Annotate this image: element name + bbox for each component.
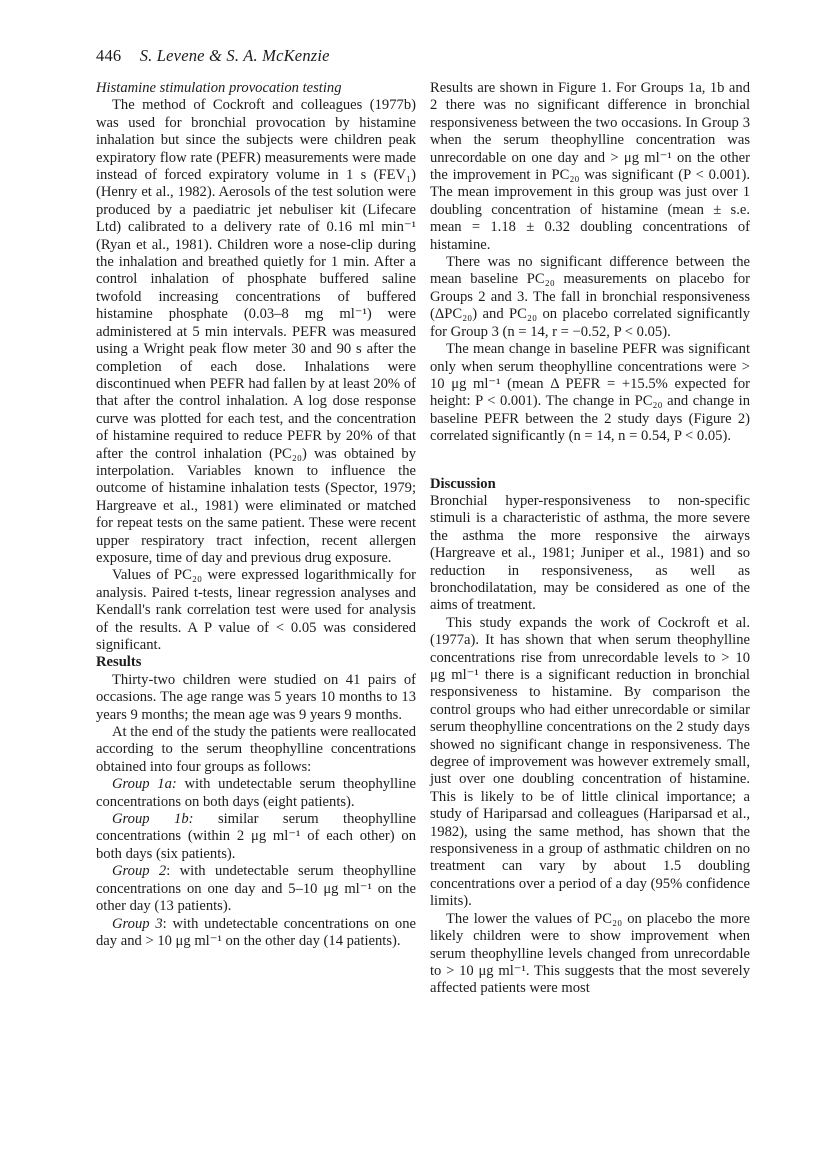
left-column (96, 80, 416, 950)
right-column (430, 80, 750, 998)
group-text: with undetectable serum theophylline concentrations on both days (eight patients). (96, 776, 416, 810)
page-number: 446 (96, 46, 122, 65)
results-paragraph-1: Thirty-two children were studied on 41 pairs of occasions. The age range was 5 years 10 months to 13 years 9 months; the mean age was 9 years 9 months. (96, 671, 416, 723)
group-text: : with undetectable concentrations on one day and > 10 μg ml⁻¹ on the other day (14 patients). (96, 915, 416, 949)
results-paragraph-3: Results are shown in Figure 1. For Groups 1a, 1b and 2 there was no significant difference in bronchial responsiveness between the two occasions. In Group 3 when the serum theophylline concentration was unrecordable on one day and > μg ml⁻¹ on the other the improvement in PC₂₀ was significant (P < 0.001). The mean improvement in this group was just over 1 doubling concentration of histamine (mean ± s.e. mean = 1.18 ± 0.32 doubling concentrations of histamine. (430, 80, 750, 253)
group-label: Group 1b: (112, 811, 194, 828)
methods-paragraph-1: The method of Cockroft and colleagues (1977b) was used for bronchial provocation by histamine inhalation but since the subjects were children peak expiratory flow rate (PEFR) measurements were made instead of forced expiratory volume in 1 s (FEV₁) (Henry et al., 1982). Aerosols of the test solution were produced by a paediatric jet nebuliser kit (Lifecare Ltd) calibrated to a delivery rate of 0.16 ml min⁻¹ (Ryan et al., 1981). Children wore a nose-clip during the inhalation and breathed quietly for 1 min. After a control inhalation of phosphate buffered saline twofold increasing concentrations of buffered histamine phosphate (0.03–8 mg ml⁻¹) were administered at 5 min intervals. PEFR was measured using a Wright peak flow meter 30 and 90 s after the completion of each dose. Inhalations were discontinued when PEFR had fallen by at least 20% of that after the control inhalation. A log dose response curve was plotted for each test, and the concentration of histamine required to reduce PEFR by 20% of that after the control inhalation (PC₂₀) was obtained by interpolation. Variables known to influence the outcome of histamine inhalation tests (Spector, 1979; Hargreave et al., 1981) were eliminated or matched for repeat tests on the same patient. These were recent upper respiratory tract infection, recent allergen exposure, time of day and previous drug exposure. (96, 97, 416, 566)
running-head-authors: S. Levene & S. A. McKenzie (139, 46, 330, 65)
group-item (96, 916, 416, 951)
group-text: similar serum theophylline concentrations (within 2 μg ml⁻¹ of each other) on both days (six patients). (96, 811, 416, 862)
methods-subheading: Histamine stimulation provocation testing (96, 80, 342, 96)
discussion-heading: Discussion (430, 475, 496, 492)
discussion-paragraph-1: Bronchial hyper-responsiveness to non-specific stimuli is a characteristic of asthma, the more severe the asthma the more responsive the airways (Hargreave et al., 1981; Juniper et al., 1981) and so reduction in responsiveness, as well as bronchodilatation, may be considered as one of the aims of treatment. (430, 492, 750, 614)
discussion-paragraph-3: The lower the values of PC₂₀ on placebo the more likely children were to show improvement when serum theophylline levels changed from unrecordable to > 10 μg ml⁻¹. This suggests that the most severely affected patients were most (430, 910, 750, 997)
discussion-paragraph-2: This study expands the work of Cockroft et al. (1977a). It has shown that when serum theophylline concentrations rise from unrecordable levels to > 10 μg ml⁻¹ there is a significant reduction in bronchial responsiveness to histamine. By comparison the control groups who had either unrecordable or similar serum theophylline concentrations on the 2 study days showed no significant change in responsiveness. The degree of improvement was however extremely small, just over one doubling concentration of histamine. This is likely to be of little clinical importance; a study of Hariparsad and colleagues (Hariparsad et al., 1982), using the same method, has shown that the responsiveness in a group of asthmatic children on no treatment can vary by about 1.5 doubling concentrations over a period of a day (95% confidence limits). (430, 614, 750, 910)
group-label: Group 3 (112, 915, 163, 932)
methods-paragraph-2: Values of PC₂₀ were expressed logarithmically for analysis. Paired t-tests, linear regression analyses and Kendall's rank correlation test were used for analysis of the results. A P value of < 0.05 was considered significant. (96, 567, 416, 653)
results-paragraph-5: The mean change in baseline PEFR was significant only when serum theophylline concentrations were > 10 μg ml⁻¹ (mean Δ PEFR = +15.5% expected for height: P < 0.001). The change in PC₂₀ and change in baseline PEFR between the 2 study days (Figure 2) correlated significantly (n = 14, n = 0.54, P < 0.05). (430, 341, 750, 445)
group-label: Group 1a: (112, 776, 177, 793)
results-heading: Results (96, 654, 142, 671)
results-paragraph-2: At the end of the study the patients were reallocated according to the serum theophylline concentrations obtained into four groups as follows: (96, 724, 416, 775)
results-paragraph-4: There was no significant difference between the mean baseline PC₂₀ measurements on placebo for Groups 2 and 3. The fall in bronchial responsiveness (ΔPC₂₀) and PC₂₀ on placebo correlated significantly for Group 3 (n = 14, r = −0.52, P < 0.05). (430, 254, 750, 340)
group-label: Group 2 (112, 863, 167, 880)
group-item (96, 776, 416, 811)
group-item (96, 863, 416, 915)
running-head (96, 46, 330, 66)
group-text: : with undetectable serum theophylline concentrations on one day and 5–10 μg ml⁻¹ on the other day (13 patients). (96, 863, 417, 915)
group-item (96, 811, 416, 863)
